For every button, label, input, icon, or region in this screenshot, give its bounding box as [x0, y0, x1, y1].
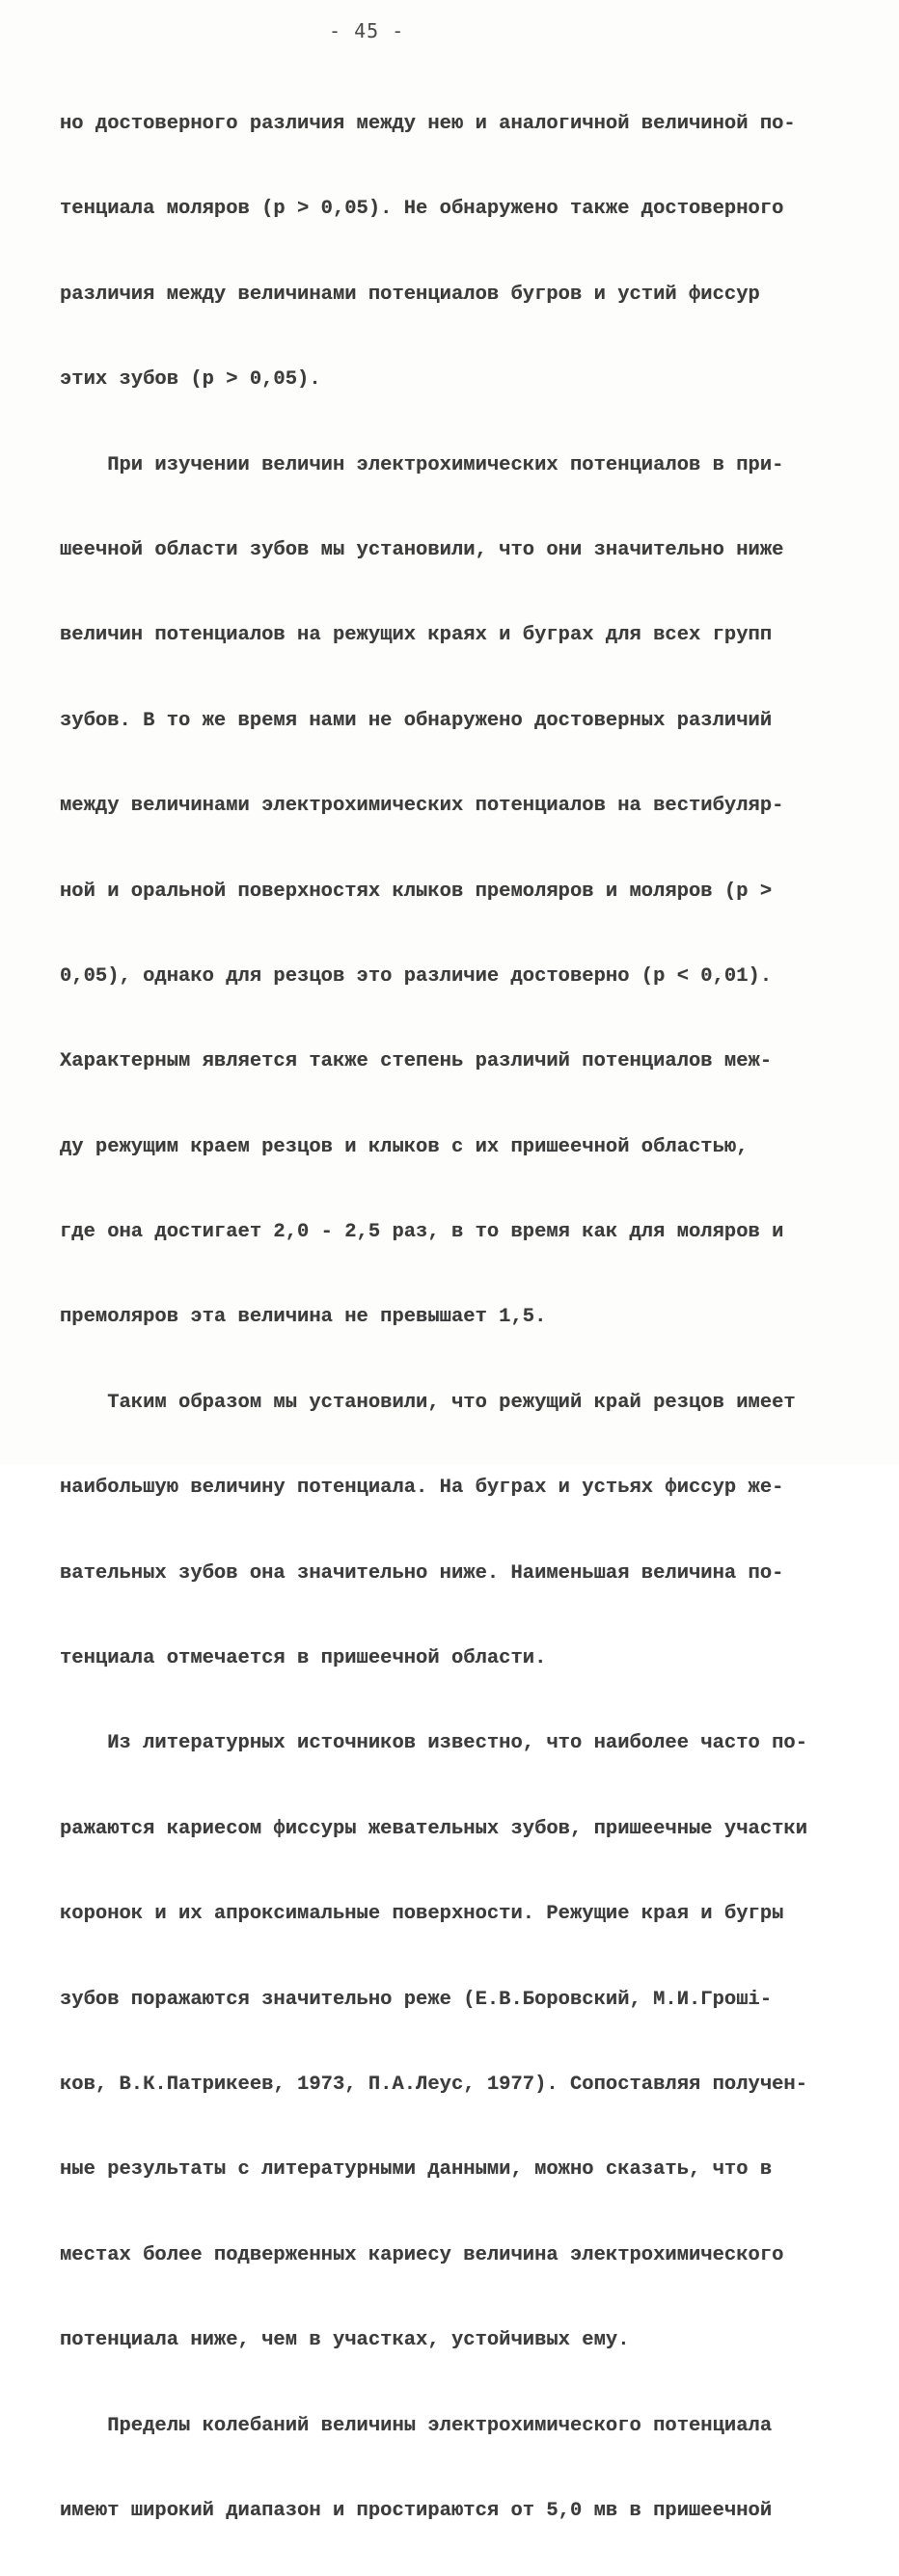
text-line: тенциала отмечается в пришеечной области.: [60, 1647, 547, 1670]
text-line: ные результаты с литературными данными, можно сказать, что в: [60, 2158, 773, 2182]
text-line: Из литературных источников известно, что наиболее часто по-: [60, 1732, 808, 1755]
text-line: местах более подверженных кариесу величина электрохимического: [60, 2243, 784, 2266]
text-line: этих зубов (р > 0,05).: [60, 368, 321, 392]
body-text: [60, 60, 841, 2576]
text-line: но достоверного различия между нею и аналогичной величиной по-: [60, 113, 796, 135]
text-line: тенциала моляров (р > 0,05). Не обнаружено также достоверного: [60, 198, 784, 221]
text-line: зубов. В то же время нами не обнаружено достоверных различий: [60, 709, 773, 732]
text-line: 0,05), однако для резцов это различие достоверно (р < 0,01).: [60, 964, 773, 988]
text-line: Пределы колебаний величины электрохимического потенциала: [60, 2414, 773, 2437]
text-line: величин потенциалов на режущих краях и буграх для всех групп: [60, 624, 773, 647]
text-line: премоляров эта величина не превышает 1,5.: [60, 1306, 547, 1329]
text-line: наибольшую величину потенциала. На буграх и устьях фиссур же-: [60, 1477, 784, 1500]
text-line: ной и оральной поверхностях клыков премоляров и моляров (р >: [60, 880, 773, 903]
text-line: где она достигает 2,0 - 2,5 раз, в то время как для моляров и: [60, 1221, 784, 1244]
page-number: - 45 -: [329, 19, 405, 42]
text-line: между величинами электрохимических потенциалов на вестибуляр-: [60, 795, 784, 818]
text-line: имеют широкий диапазон и простираются от 5,0 мв в пришеечной: [60, 2499, 773, 2522]
text-line: различия между величинами потенциалов бугров и устий фиссур: [60, 283, 760, 306]
text-line: При изучении величин электрохимических потенциалов в при-: [60, 453, 784, 476]
text-line: коронок и их апроксимальные поверхности. Режущие края и бугры: [60, 1903, 784, 1926]
text-line: потенциала ниже, чем в участках, устойчивых ему.: [60, 2329, 630, 2352]
text-line: ков, В.К.Патрикеев, 1973, П.А.Леус, 1977). Сопоставляя получен-: [60, 2073, 808, 2096]
text-line: шеечной области зубов мы установили, что они значительно ниже: [60, 538, 784, 561]
text-line: зубов поражаются значительно реже (Е.В.Боровский, М.И.Грошi-: [60, 1988, 773, 2011]
text-line: ражаются кариесом фиссуры жевательных зубов, пришеечные участки: [60, 1817, 808, 1840]
text-line: Характерным является также степень различий потенциалов меж-: [60, 1050, 773, 1073]
text-line: ду режущим краем резцов и клыков с их пришеечной областью,: [60, 1135, 749, 1158]
text-line: вательных зубов она значительно ниже. Наименьшая величина по-: [60, 1561, 784, 1585]
text-line: Таким образом мы установили, что режущий край резцов имеет: [60, 1391, 796, 1414]
